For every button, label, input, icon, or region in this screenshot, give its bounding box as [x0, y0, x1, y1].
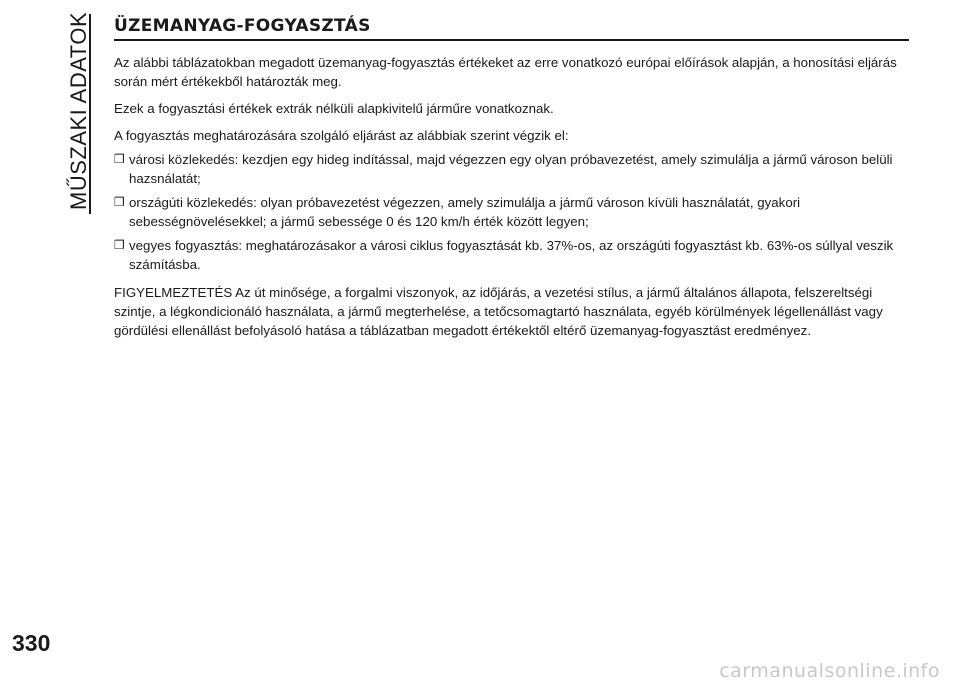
- procedure-intro-paragraph: A fogyasztás meghatározására szolgáló eljárást az alábbiak szerint végzik el:: [114, 128, 569, 143]
- list-item: [114, 193, 909, 231]
- intro-paragraph: Az alábbi táblázatokban megadott üzemanyag-fogyasztás értékeket az erre vonatkozó európai előírások alapján, a honosítási eljárás során mért értékekből határozták meg.: [114, 55, 897, 89]
- watermark-text: carmanualsonline.info: [719, 660, 940, 682]
- warning-paragraph: FIGYELMEZTETÉS Az út minősége, a forgalmi viszonyok, az időjárás, a vezetési stílus, a jármű általános állapota, felszereltségi szintje, a légkondicionáló használata, a jármű megterhelése, a tetőcsomagtartó használata, egyéb körülmények légellenállást vagy gördülési ellenállást befolyásoló hatása a táblázatban megadott értékektől eltérő üzemanyag-fogyasztást eredményez.: [114, 285, 883, 338]
- list-item-text: országúti közlekedés: olyan próbavezetést végezzen, amely szimulálja a jármű városon kívüli használatát, gyakori sebességnövelésekkel; a jármű sebessége 0 és 120 km/h érték között legyen;: [129, 195, 801, 229]
- list-item-text: vegyes fogyasztás: meghatározásakor a városi ciklus fogyasztását kb. 37%-os, az országúti fogyasztást kb. 63%-os súllyal veszik számításba.: [129, 238, 894, 272]
- checkbox-bullet-icon: ❒: [114, 238, 125, 252]
- section-title: ÜZEMANYAG-FOGYASZTÁS: [114, 16, 909, 41]
- checkbox-bullet-icon: ❒: [114, 152, 125, 166]
- basic-config-paragraph: Ezek a fogyasztási értékek extrák nélküli alapkivitelű járműre vonatkoznak.: [114, 101, 554, 116]
- list-item: [114, 236, 909, 274]
- checkbox-bullet-icon: ❒: [114, 195, 125, 209]
- page-number: 330: [12, 630, 51, 656]
- page-content: [114, 16, 909, 340]
- procedure-list: [114, 150, 909, 274]
- sidebar-section-label: MŰSZAKI ADATOK: [66, 11, 91, 210]
- list-item: [114, 150, 909, 188]
- list-item-text: városi közlekedés: kezdjen egy hideg indítással, majd végezzen egy olyan próbavezetést, amely szimulálja a jármű városon belüli hazsnálatát;: [129, 152, 893, 186]
